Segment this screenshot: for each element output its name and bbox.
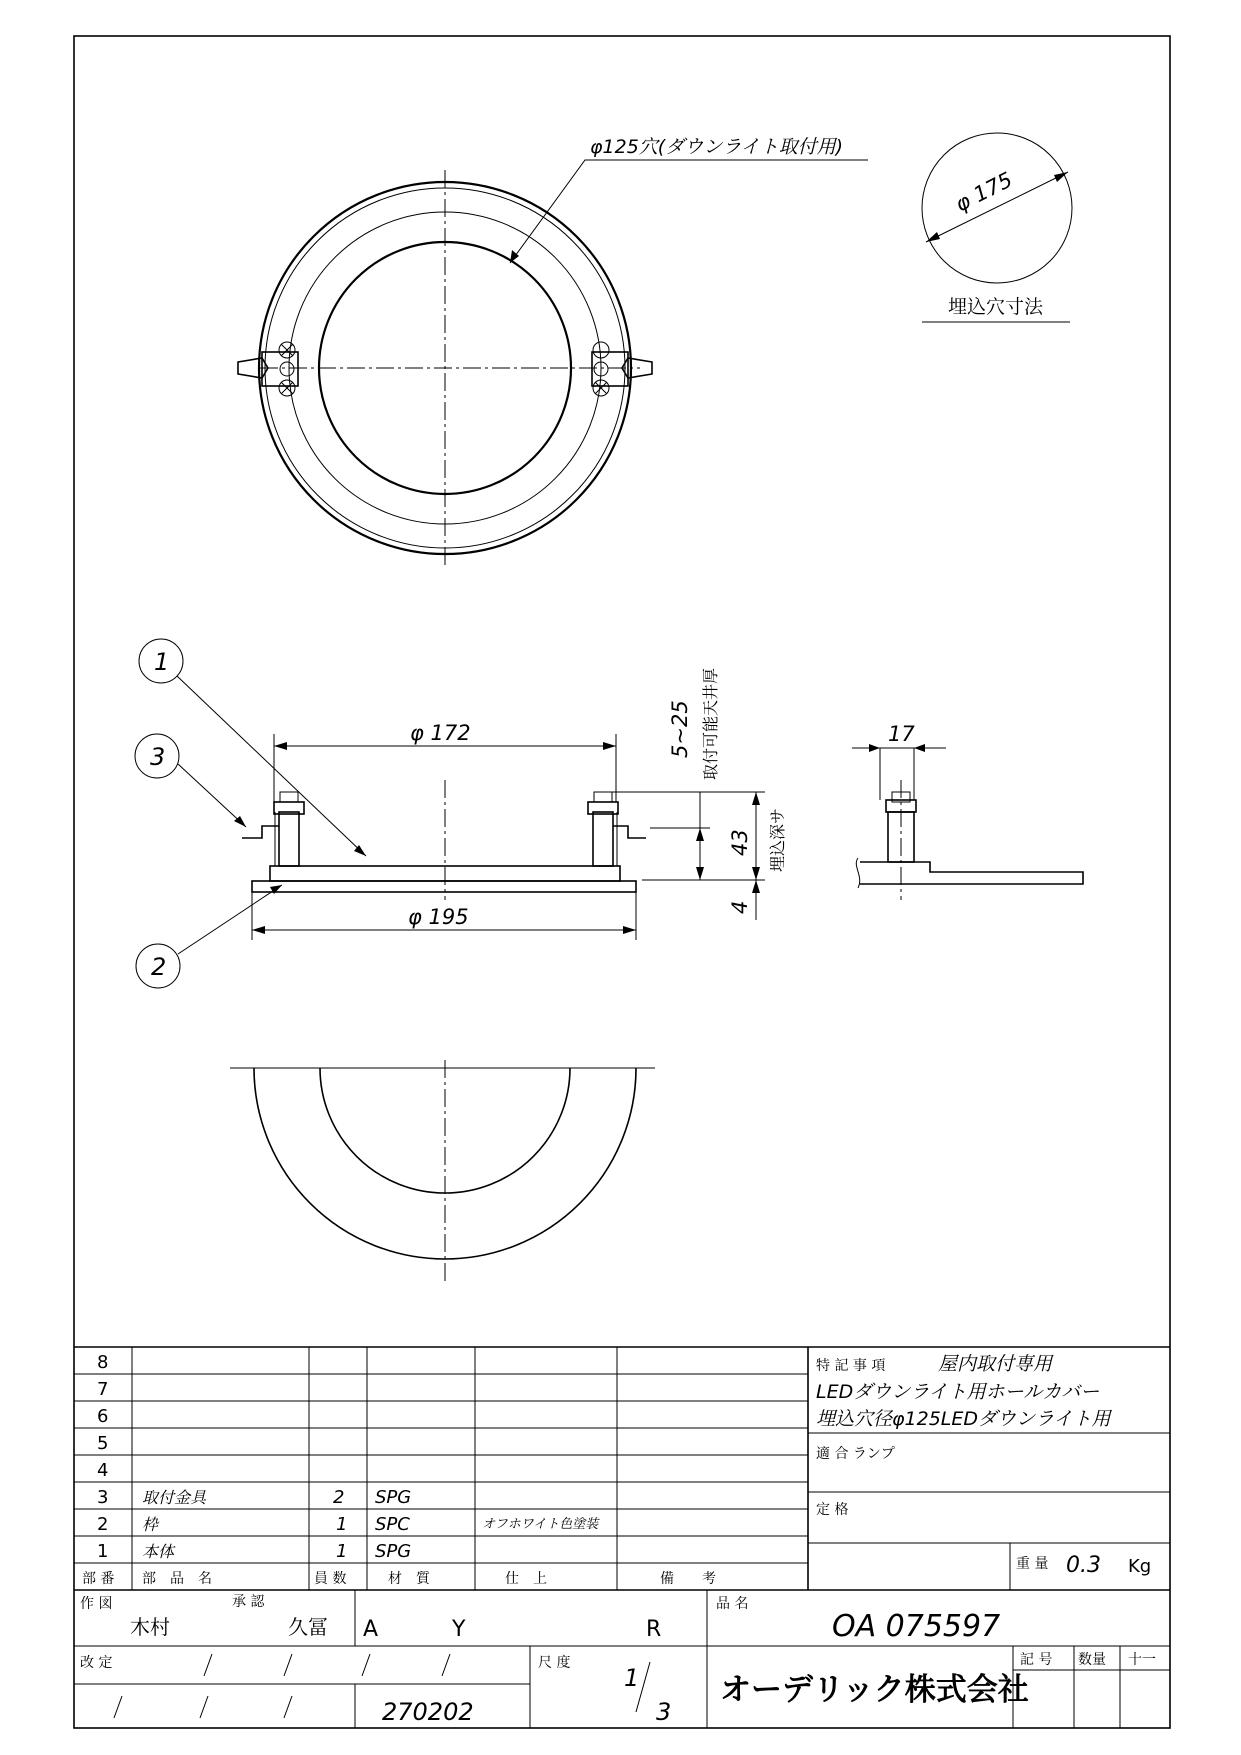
- callout-3: 3: [150, 743, 166, 771]
- side-view: [135, 639, 787, 988]
- row-no: 6: [97, 1406, 109, 1427]
- depth-label: 埋込深サ: [768, 807, 787, 872]
- sheet-border: [74, 36, 1170, 1728]
- weight-value: 0.3: [1066, 1553, 1101, 1578]
- grade-a: A: [363, 1617, 379, 1642]
- row-no: 8: [97, 1352, 109, 1373]
- header-material: 材 質: [388, 1571, 430, 1587]
- header-no: 部 番: [82, 1571, 115, 1587]
- lamp-label: 適 合 ランプ: [816, 1446, 895, 1462]
- depth-value: 43: [728, 829, 752, 856]
- special-line-1: 屋内取付専用: [938, 1353, 1053, 1375]
- scale-label: 尺 度: [538, 1655, 571, 1671]
- approved-by: 久冨: [288, 1615, 328, 1639]
- callout-1: 1: [154, 648, 170, 676]
- scale-numerator: 1: [624, 1664, 640, 1692]
- end-dim-17: 17: [888, 722, 915, 746]
- row-no: 1: [97, 1541, 109, 1562]
- product-code: OA 075597: [832, 1609, 1001, 1644]
- cutout-label: 埋込穴寸法: [948, 296, 1044, 318]
- part-name: 本体: [142, 1542, 175, 1561]
- row-no: 2: [97, 1514, 109, 1535]
- header-note: 備 考: [660, 1571, 716, 1587]
- drawn-by: 木村: [130, 1615, 170, 1639]
- ceiling-label: 取付可能天井厚: [701, 667, 720, 780]
- header-name: 部 品 名: [142, 1571, 212, 1587]
- cutout-dimension: [922, 133, 1072, 322]
- row-no: 4: [97, 1460, 109, 1481]
- weight-label: 重 量: [1016, 1556, 1049, 1572]
- count-label: 数量: [1078, 1652, 1106, 1668]
- special-line-3: 埋込穴径φ125LEDダウンライト用: [816, 1408, 1111, 1430]
- top-view: [238, 136, 868, 566]
- company-name: オーデリック株式会社: [720, 1672, 1029, 1708]
- part-material: SPG: [375, 1487, 412, 1508]
- title-block: [74, 1590, 1170, 1728]
- part-qty: 2: [333, 1487, 345, 1508]
- special-line-2: LEDダウンライト用ホールカバー: [816, 1381, 1100, 1403]
- misc-label: 十一: [1128, 1652, 1156, 1668]
- part-material: SPG: [375, 1541, 412, 1562]
- header-qty: 員 数: [314, 1571, 347, 1587]
- product-label: 品 名: [716, 1596, 749, 1612]
- callout-2: 2: [151, 953, 167, 981]
- part-finish: オフホワイト色塗装: [482, 1517, 599, 1532]
- row-no: 5: [97, 1433, 109, 1454]
- flange-value: 4: [728, 900, 752, 914]
- revision-label: 改 定: [80, 1655, 113, 1671]
- notes-panel: [808, 1353, 1170, 1590]
- part-material: SPC: [375, 1514, 410, 1535]
- approved-label: 承 認: [232, 1594, 265, 1610]
- part-name: 取付金具: [142, 1488, 207, 1507]
- header-finish: 仕 上: [505, 1571, 547, 1587]
- row-no: 7: [97, 1379, 109, 1400]
- special-label: 特 記 事 項: [816, 1358, 886, 1374]
- grade-r: R: [646, 1617, 662, 1642]
- ceiling-range: 5~25: [668, 700, 692, 758]
- drawn-label: 作 図: [80, 1596, 113, 1612]
- dim-195: φ 195: [408, 905, 469, 929]
- cutout-diameter: φ 175: [951, 167, 1017, 217]
- row-no: 3: [97, 1487, 109, 1508]
- bottom-half-view: [230, 1060, 655, 1282]
- dim-172: φ 172: [410, 721, 471, 745]
- end-view: [852, 722, 1083, 900]
- rating-label: 定 格: [816, 1502, 849, 1518]
- revision-date: 270202: [382, 1698, 474, 1726]
- grade-y: Y: [452, 1617, 466, 1642]
- part-qty: 1: [336, 1541, 348, 1562]
- scale-denominator: 3: [656, 1698, 672, 1726]
- symbol-label: 記 号: [1020, 1652, 1053, 1668]
- weight-unit: Kg: [1128, 1556, 1152, 1577]
- part-qty: 1: [336, 1514, 348, 1535]
- part-name: 枠: [142, 1515, 159, 1534]
- hole-label: φ125穴(ダウンライト取付用): [590, 136, 844, 158]
